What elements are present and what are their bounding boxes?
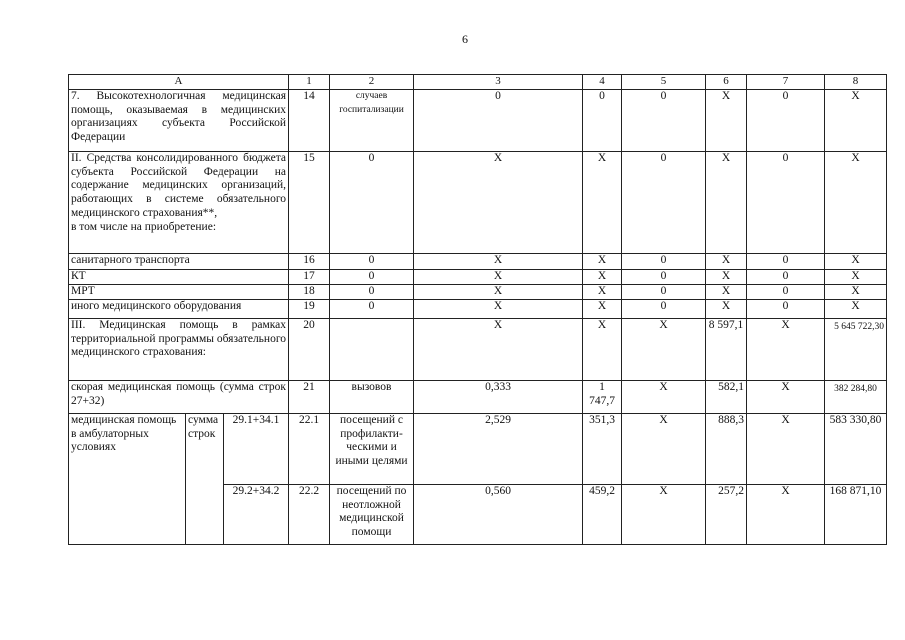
row-label: санитарного транспорта (69, 253, 289, 269)
value-cell: Х (825, 89, 887, 151)
row-number: 15 (289, 151, 330, 253)
row-label-text: II. Средства консолидированного бюджета субъекта Российской Федерации на содержание медицинских организаций, работающих в системе обязательного медицинского страхования**, (71, 151, 287, 219)
value-cell: Х (583, 284, 622, 299)
row-label: МРТ (69, 284, 289, 299)
value-cell: 0 (622, 269, 706, 284)
value-cell: Х (414, 299, 583, 318)
value-cell: Х (583, 318, 622, 380)
value-cell: 0 (414, 89, 583, 151)
row-label: 7. Высокотехнологичная медицинская помощь, оказываемая в медицинских организациях субъекта Российской Федерации (69, 89, 289, 151)
value-cell: 2,529 (414, 413, 583, 484)
header-cell: 7 (747, 75, 825, 90)
unit-cell: 0 (330, 299, 414, 318)
value-cell: 382 284,80 (825, 380, 887, 413)
value-cell: Х (414, 151, 583, 253)
value-cell: 0 (622, 89, 706, 151)
value-cell: Х (706, 151, 747, 253)
value-cell: Х (622, 318, 706, 380)
header-cell: 6 (706, 75, 747, 90)
row-number: 14 (289, 89, 330, 151)
row-number: 19 (289, 299, 330, 318)
row-formula: 29.1+34.1 (224, 413, 289, 484)
value-cell: Х (414, 269, 583, 284)
header-cell: 2 (330, 75, 414, 90)
row-label: иного медицинского оборудования (69, 299, 289, 318)
value-cell: 0 (622, 253, 706, 269)
value-cell: 0,560 (414, 484, 583, 544)
row-formula: 29.2+34.2 (224, 484, 289, 544)
row-number: 20 (289, 318, 330, 380)
value-cell: 0 (747, 269, 825, 284)
value-cell: 0 (747, 284, 825, 299)
unit-cell: 0 (330, 284, 414, 299)
value-cell: 0 (622, 299, 706, 318)
value-cell: Х (622, 484, 706, 544)
header-cell: 8 (825, 75, 887, 90)
header-row (69, 75, 887, 90)
table-row (69, 299, 887, 318)
value-cell: Х (583, 151, 622, 253)
row-label (69, 151, 289, 253)
header-cell: 1 (289, 75, 330, 90)
row-label: скорая медицинская помощь (сумма строк 27+32) (69, 380, 289, 413)
value-cell: 1 747,7 (583, 380, 622, 413)
table-row (69, 151, 887, 253)
row-label-sum: сумма строк (186, 413, 224, 544)
value-cell: Х (825, 253, 887, 269)
row-number: 18 (289, 284, 330, 299)
value-cell: Х (414, 284, 583, 299)
value-cell: 257,2 (706, 484, 747, 544)
value-cell: Х (825, 299, 887, 318)
row-number: 22.2 (289, 484, 330, 544)
value-cell: 0 (747, 89, 825, 151)
unit-cell: вызовов (330, 380, 414, 413)
row-number: 21 (289, 380, 330, 413)
table-row (69, 269, 887, 284)
header-cell: 5 (622, 75, 706, 90)
unit-cell: 0 (330, 253, 414, 269)
value-cell: 0 (747, 253, 825, 269)
value-cell: Х (706, 89, 747, 151)
value-cell: Х (706, 269, 747, 284)
value-cell: 0 (622, 284, 706, 299)
value-cell: 0 (747, 151, 825, 253)
value-cell: Х (622, 413, 706, 484)
row-number: 22.1 (289, 413, 330, 484)
row-number: 16 (289, 253, 330, 269)
unit-cell: 0 (330, 151, 414, 253)
value-cell: Х (747, 380, 825, 413)
page-number: 6 (462, 32, 468, 46)
value-cell: Х (825, 269, 887, 284)
row-label-text: в том числе на приобретение: (71, 220, 217, 233)
row-label: КТ (69, 269, 289, 284)
value-cell: Х (747, 413, 825, 484)
value-cell: 8 597,1 (706, 318, 747, 380)
value-cell: Х (583, 299, 622, 318)
unit-cell: случаев госпитализации (330, 89, 414, 151)
value-cell: 583 330,80 (825, 413, 887, 484)
value-cell: Х (706, 253, 747, 269)
value-cell: Х (825, 284, 887, 299)
table-row (69, 89, 887, 151)
unit-cell: посещений с профилакти-ческими и иными целями (330, 413, 414, 484)
header-cell: А (69, 75, 289, 90)
value-cell: 0 (622, 151, 706, 253)
value-cell: Х (583, 269, 622, 284)
value-cell: Х (706, 284, 747, 299)
value-cell: Х (747, 318, 825, 380)
row-label: медицинская помощь в амбулаторных условиях (69, 413, 186, 544)
value-cell: 168 871,10 (825, 484, 887, 544)
table-row (69, 380, 887, 413)
table-row (69, 284, 887, 299)
value-cell: 5 645 722,30 (825, 318, 887, 380)
unit-cell (330, 318, 414, 380)
value-cell: Х (747, 484, 825, 544)
value-cell: Х (583, 253, 622, 269)
table-row (69, 413, 887, 484)
row-number: 17 (289, 269, 330, 284)
value-cell: Х (622, 380, 706, 413)
value-cell: Х (706, 299, 747, 318)
value-cell: Х (825, 151, 887, 253)
value-cell: Х (414, 318, 583, 380)
value-cell: 0,333 (414, 380, 583, 413)
value-cell: 351,3 (583, 413, 622, 484)
value-cell: 459,2 (583, 484, 622, 544)
unit-cell: 0 (330, 269, 414, 284)
unit-cell: посещений по неотложной медицинской помощи (330, 484, 414, 544)
data-table (68, 74, 887, 545)
row-label: III. Медицинская помощь в рамках территориальной программы обязательного медицинского страхования: (69, 318, 289, 380)
table-row (69, 318, 887, 380)
header-cell: 4 (583, 75, 622, 90)
value-cell: Х (414, 253, 583, 269)
table-row (69, 253, 887, 269)
value-cell: 888,3 (706, 413, 747, 484)
header-cell: 3 (414, 75, 583, 90)
value-cell: 0 (583, 89, 622, 151)
value-cell: 0 (747, 299, 825, 318)
value-cell: 582,1 (706, 380, 747, 413)
